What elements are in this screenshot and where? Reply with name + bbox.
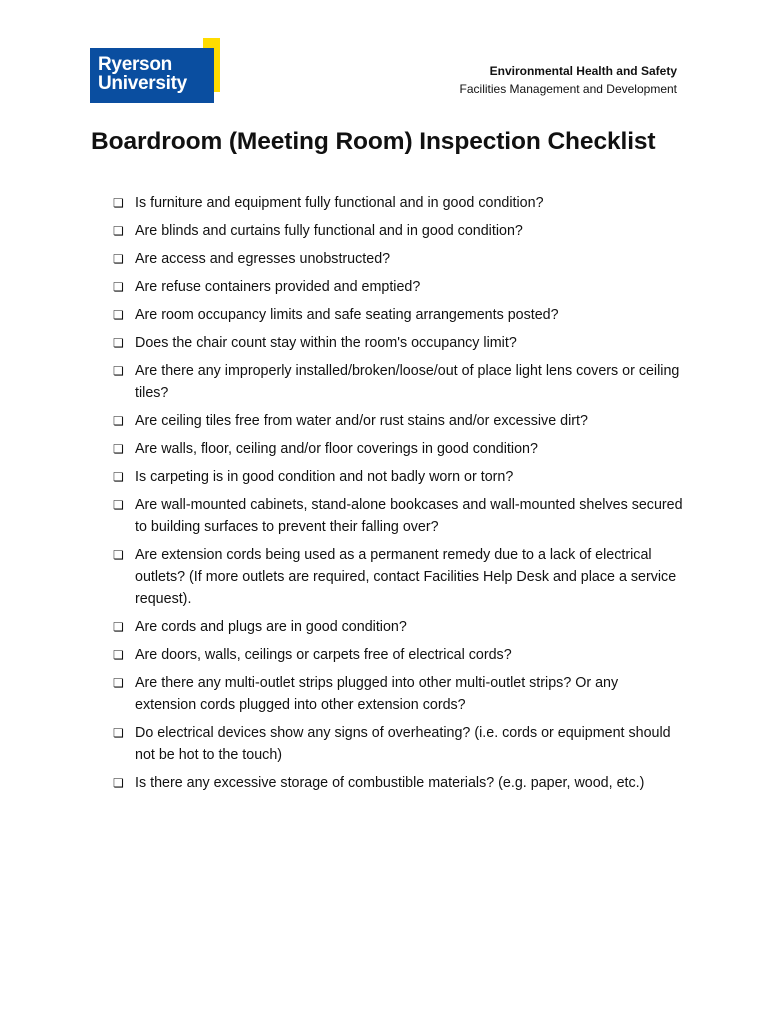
checkbox-icon[interactable]: ❏ <box>113 726 124 740</box>
checklist-item-text: Is carpeting is in good condition and not badly worn or torn? <box>135 469 514 485</box>
checklist-item-text: Are extension cords being used as a permanent remedy due to a lack of electrical outlets? (If more outlets are required, contact Facilities Help Desk and place a service request). <box>135 547 677 607</box>
checklist-item-text: Are ceiling tiles free from water and/or rust stains and/or excessive dirt? <box>135 413 588 429</box>
checkbox-icon[interactable]: ❏ <box>113 776 124 790</box>
checkbox-icon[interactable]: ❏ <box>113 548 124 562</box>
checklist-item <box>113 772 683 794</box>
checklist-item <box>113 220 683 242</box>
checklist-item <box>113 360 683 404</box>
checkbox-icon[interactable]: ❏ <box>113 648 124 662</box>
page-title: Boardroom (Meeting Room) Inspection Checklist <box>91 128 656 155</box>
checkbox-icon[interactable]: ❏ <box>113 196 124 210</box>
checkbox-icon[interactable]: ❏ <box>113 308 124 322</box>
checkbox-icon[interactable]: ❏ <box>113 620 124 634</box>
checklist-item <box>113 248 683 270</box>
checklist-item <box>113 438 683 460</box>
checklist-item <box>113 722 683 766</box>
checklist-item <box>113 616 683 638</box>
checklist-item <box>113 192 683 214</box>
checklist-item-text: Are walls, floor, ceiling and/or floor coverings in good condition? <box>135 441 538 457</box>
checkbox-icon[interactable]: ❏ <box>113 498 124 512</box>
checklist-item-text: Are room occupancy limits and safe seating arrangements posted? <box>135 307 559 323</box>
checkbox-icon[interactable]: ❏ <box>113 676 124 690</box>
checklist-item-text: Do electrical devices show any signs of overheating? (i.e. cords or equipment should not be hot to the touch) <box>135 725 671 763</box>
checklist-item-text: Does the chair count stay within the room's occupancy limit? <box>135 335 517 351</box>
checklist-item-text: Is furniture and equipment fully functional and in good condition? <box>135 195 544 211</box>
checkbox-icon[interactable]: ❏ <box>113 442 124 456</box>
checklist-item-text: Are there any multi-outlet strips plugged into other multi-outlet strips? Or any extension cords plugged into other extension cords? <box>135 675 619 713</box>
checklist-item-text: Are access and egresses unobstructed? <box>135 251 391 267</box>
ryerson-university-logo <box>90 38 221 104</box>
logo-line1: Ryerson <box>98 54 172 75</box>
checklist-item-text: Is there any excessive storage of combustible materials? (e.g. paper, wood, etc.) <box>135 775 645 791</box>
checklist-item <box>113 644 683 666</box>
checklist <box>113 192 683 800</box>
checkbox-icon[interactable]: ❏ <box>113 364 124 378</box>
checkbox-icon[interactable]: ❏ <box>113 224 124 238</box>
department-header <box>460 62 677 98</box>
checklist-item-text: Are refuse containers provided and emptied? <box>135 279 421 295</box>
checklist-item <box>113 494 683 538</box>
checkbox-icon[interactable]: ❏ <box>113 336 124 350</box>
department-name: Environmental Health and Safety <box>489 64 677 78</box>
logo-line2: University <box>98 73 187 94</box>
checklist-item-text: Are wall-mounted cabinets, stand-alone bookcases and wall-mounted shelves secured to building surfaces to prevent their falling over? <box>135 497 683 535</box>
checklist-item <box>113 304 683 326</box>
checklist-item-text: Are blinds and curtains fully functional and in good condition? <box>135 223 523 239</box>
checklist-item-text: Are doors, walls, ceilings or carpets free of electrical cords? <box>135 647 512 663</box>
checklist-item-text: Are there any improperly installed/broken/loose/out of place light lens covers or ceiling tiles? <box>135 363 680 401</box>
subdepartment-name: Facilities Management and Development <box>459 82 677 96</box>
logo-text <box>98 55 187 93</box>
checkbox-icon[interactable]: ❏ <box>113 280 124 294</box>
checkbox-icon[interactable]: ❏ <box>113 252 124 266</box>
checkbox-icon[interactable]: ❏ <box>113 414 124 428</box>
checklist-item <box>113 672 683 716</box>
checklist-item <box>113 544 683 610</box>
checklist-item-text: Are cords and plugs are in good condition? <box>135 619 407 635</box>
checklist-item <box>113 332 683 354</box>
checklist-item <box>113 276 683 298</box>
checklist-item <box>113 410 683 432</box>
checklist-item <box>113 466 683 488</box>
checkbox-icon[interactable]: ❏ <box>113 470 124 484</box>
